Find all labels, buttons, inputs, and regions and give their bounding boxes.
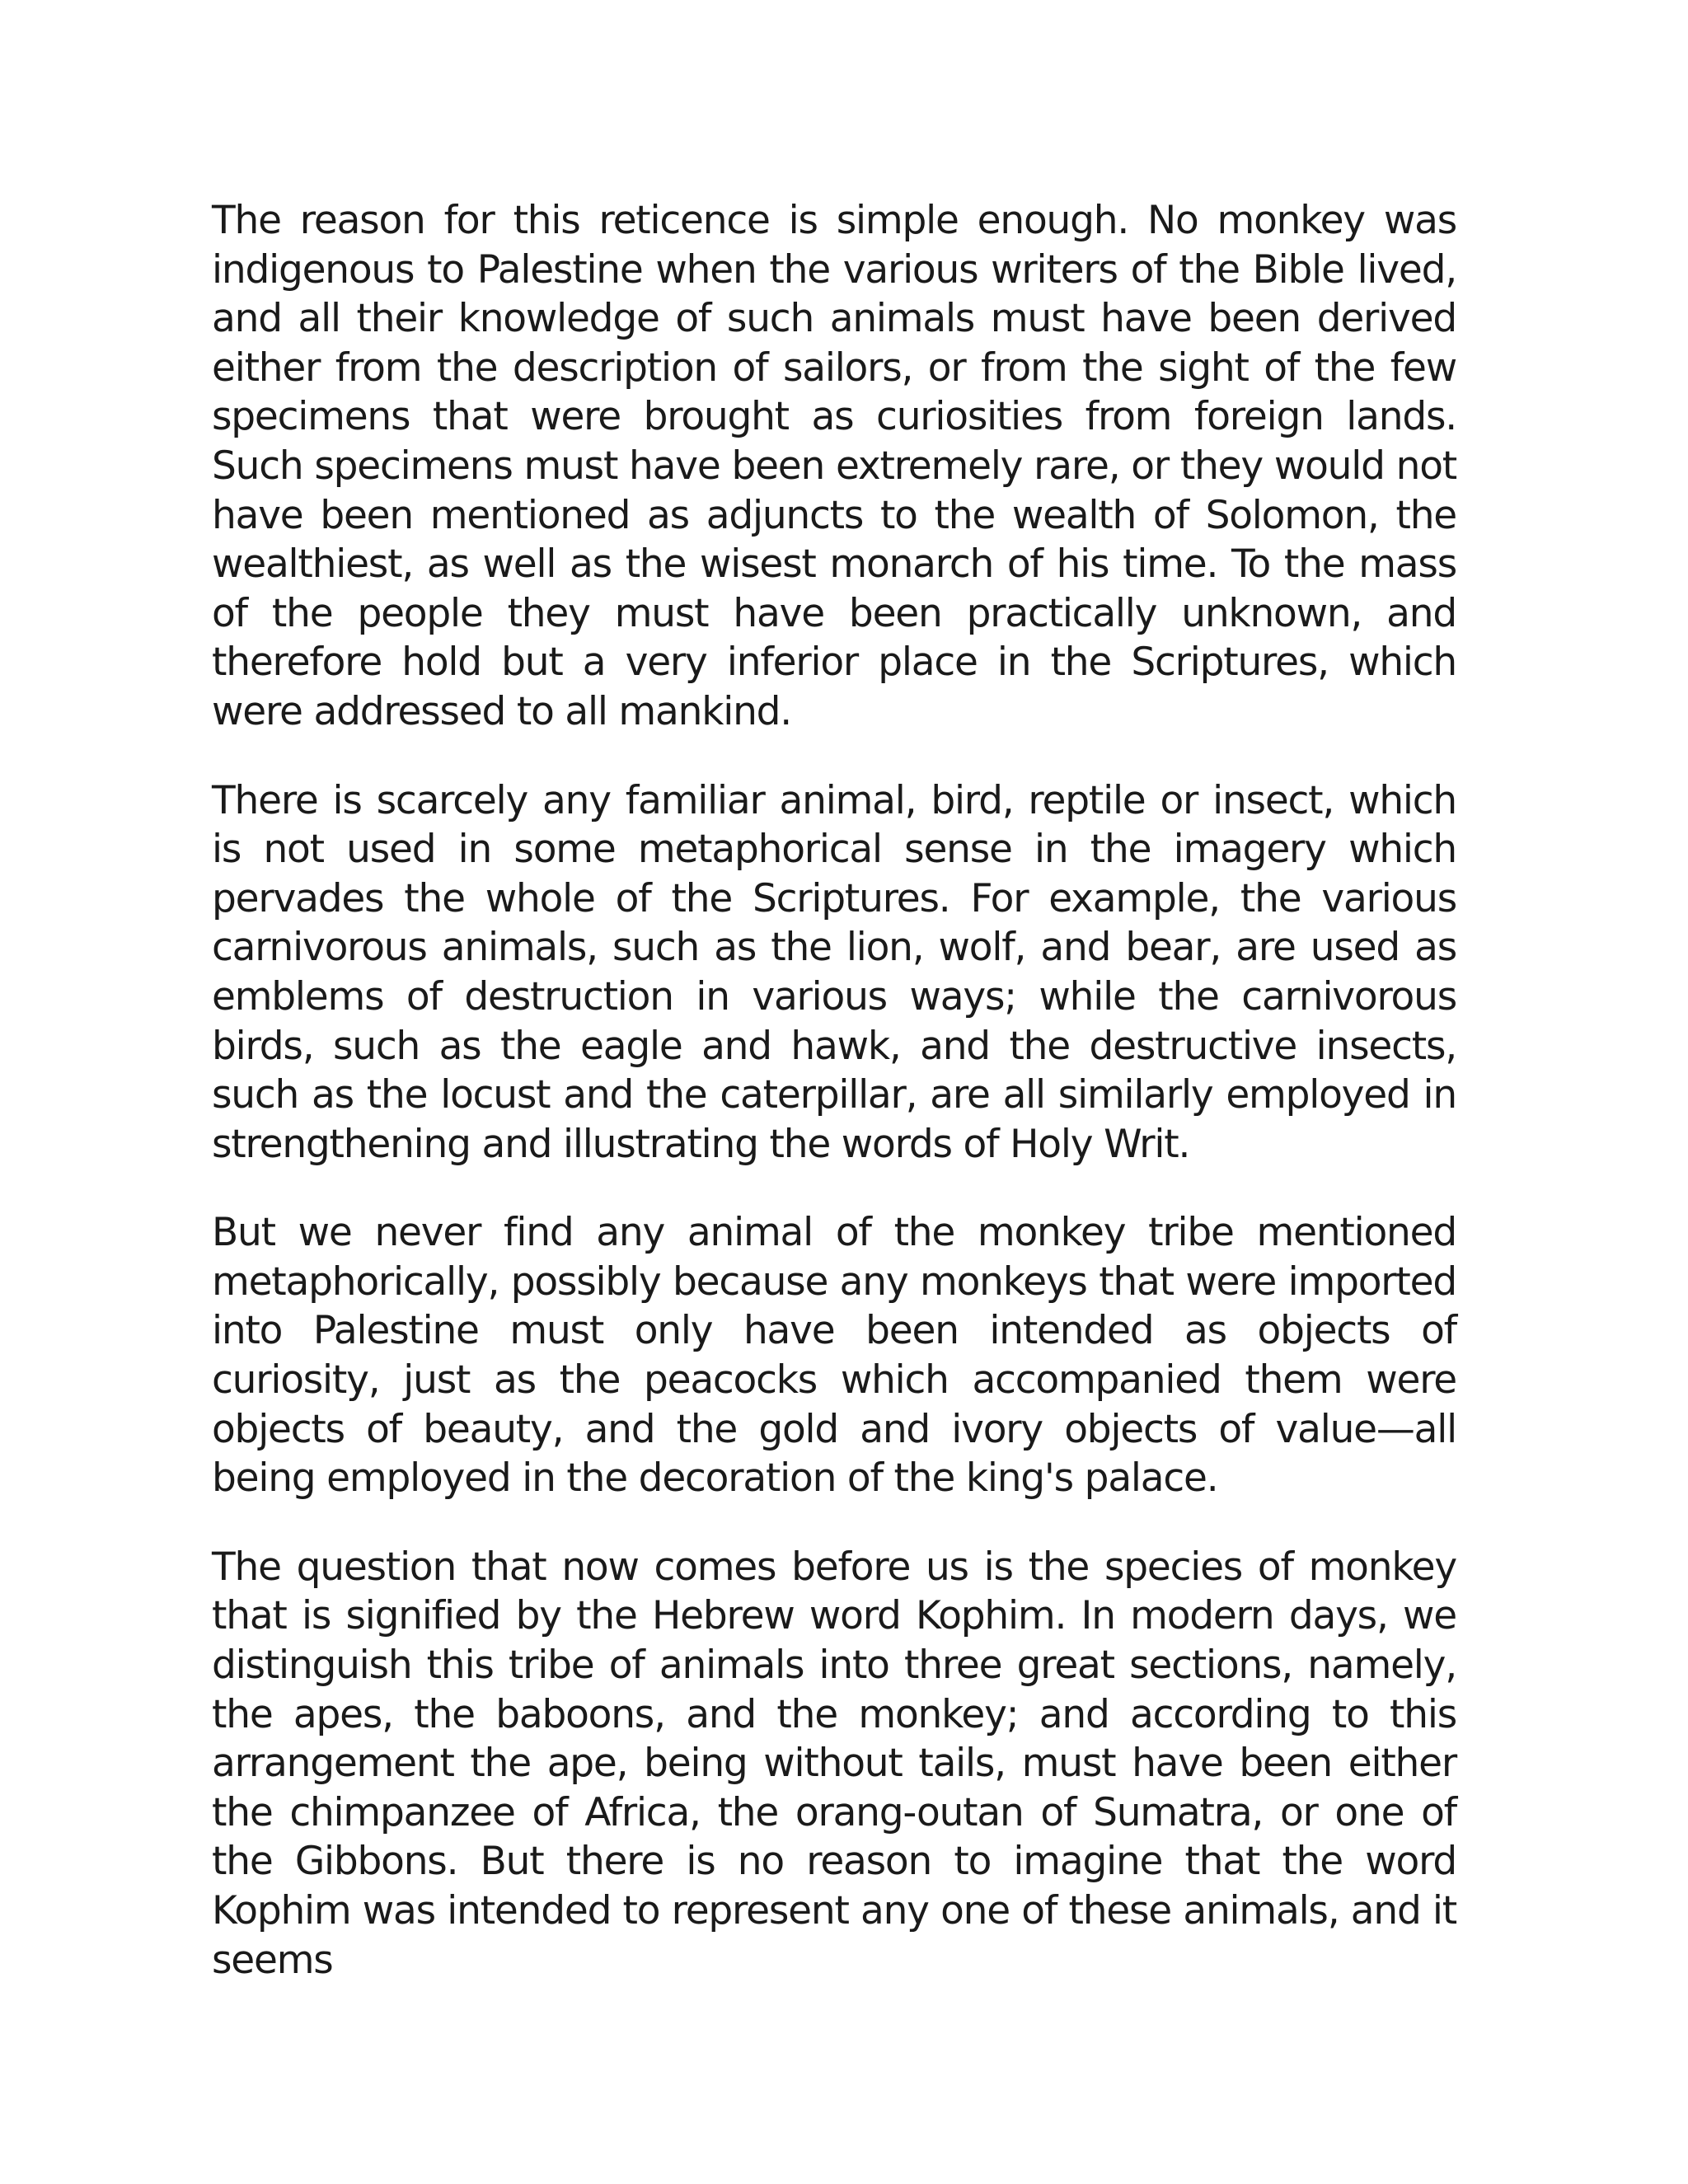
paragraph-metaphorical-animals: There is scarcely any familiar animal, bird, reptile or insect, which is not used in some metaphorical sense in the imagery which pervades the whole of the Scriptures. For example, the various carnivorous animals, such as the lion, wolf, and bear, are used as emblems of destruction in various ways; while the carnivorous birds, such as the eagle and hawk, and the destructive insects, such as the locust and the caterpillar, are all similarly employed in strengthening and illustrating the words of Holy Writ. — [212, 777, 1456, 1167]
paragraph-kophim-species: The question that now comes before us is the species of monkey that is signified by the Hebrew word Kophim. In modern days, we distinguish this tribe of animals into three great sections, namely, the apes, the baboons, and the monkey; and according to this arrangement the ape, being without tails, must have been either the chimpanzee of Africa, the orang-outan of Sumatra, or one of the Gibbons. But there is no reason to imagine that the word Kophim was intended to represent any one of these animals, and it seems — [212, 1544, 1456, 1983]
body-text — [212, 196, 1456, 1985]
paragraph-monkey-curiosity: But we never find any animal of the monkey tribe mentioned metaphorically, possibly because any monkeys that were imported into Palestine must only have been intended as objects of curiosity, just as the peacocks which accompanied them were objects of beauty, and the gold and ivory objects of value—all being employed in the decoration of the king's palace. — [212, 1210, 1456, 1502]
paragraph-monkey-reticence: The reason for this reticence is simple enough. No monkey was indigenous to Palestine when the various writers of the Bible lived, and all their knowledge of such animals must have been derived either from the description of sailors, or from the sight of the few specimens that were brought as curiosities from foreign lands. Such specimens must have been extremely rare, or they would not have been mentioned as adjuncts to the wealth of Solomon, the wealthiest, as well as the wisest monarch of his time. To the mass of the people they must have been practically unknown, and therefore hold but a very inferior place in the Scriptures, which were addressed to all mankind. — [212, 198, 1456, 734]
